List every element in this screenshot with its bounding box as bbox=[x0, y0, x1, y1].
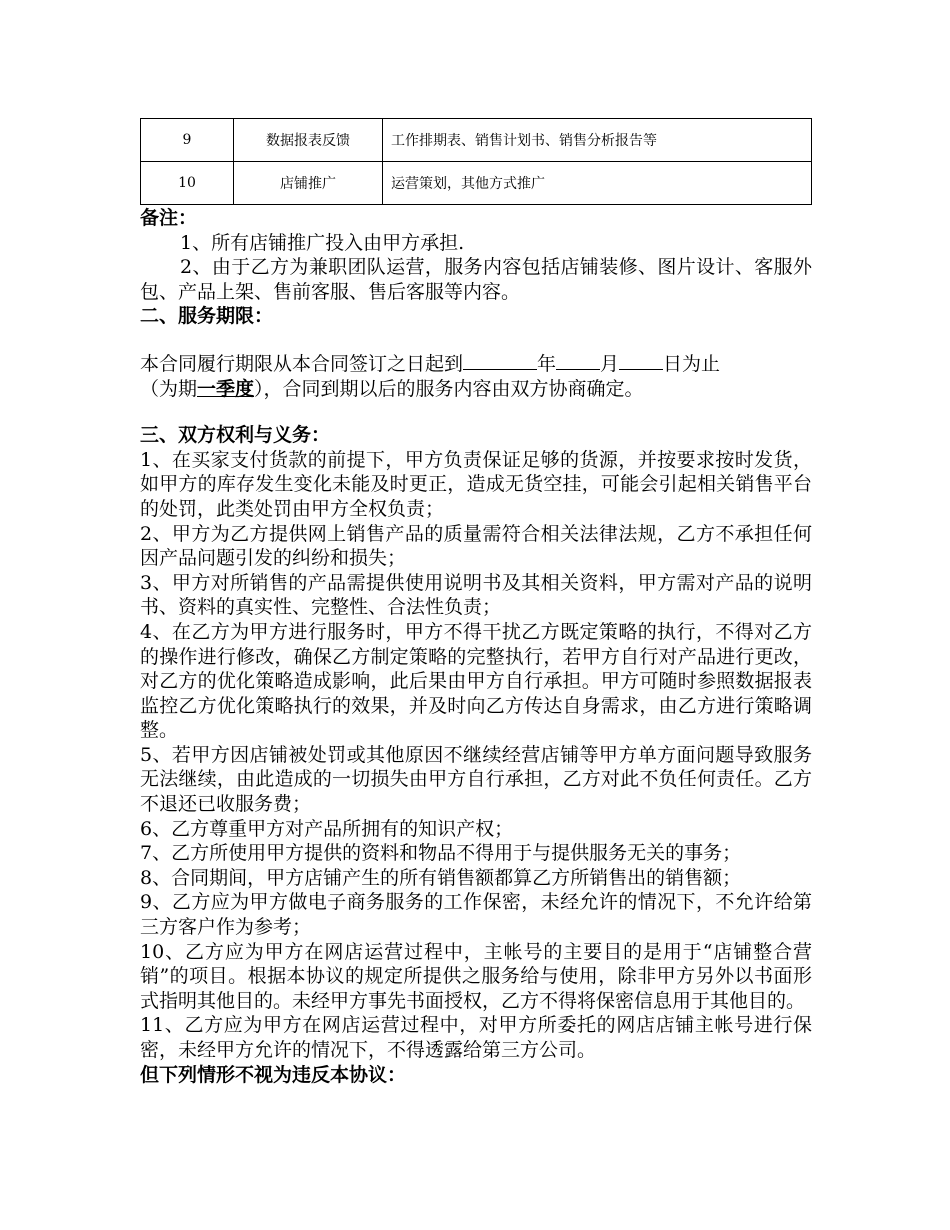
rights-item: 3、甲方对所销售的产品需提供使用说明书及其相关资料，甲方需对产品的说明书、资料的真实性、完整性、合法性负责； bbox=[140, 571, 812, 619]
term-period: 一季度 bbox=[197, 377, 255, 400]
year-blank bbox=[463, 351, 537, 370]
rights-item: 4、在乙方为甲方进行服务时，甲方不得干扰乙方既定策略的执行，不得对乙方的操作进行修改，确保乙方制定策略的完整执行，若甲方自行对产品进行更改，对乙方的优化策略造成影响，此后果由甲方自行承担。甲方可随时参照数据报表监控乙方优化策略执行的效果，并及时向乙方传达自身需求，由乙方进行策略调整。 bbox=[140, 620, 812, 742]
note-item: 1、所有店铺推广投入由甲方承担. bbox=[180, 231, 465, 254]
notes-heading: 备注： bbox=[140, 207, 198, 229]
service-item: 数据报表反馈 bbox=[234, 119, 383, 162]
term-text: 本合同履行期限从本合同签订之日起到 bbox=[140, 352, 464, 375]
term-line-1 bbox=[140, 351, 812, 377]
month-label: 月 bbox=[600, 352, 620, 375]
rights-item: 9、乙方应为甲方做电子商务服务的工作保密，未经允许的情况下，不允许给第三方客户作为参考； bbox=[140, 891, 812, 939]
term-text: ），合同到期以后的服务内容由双方协商确定。 bbox=[254, 377, 644, 400]
rights-item: 1、在买家支付货款的前提下，甲方负责保证足够的货源，并按要求按时发货，如甲方的库存发生变化未能及时更正，造成无货空挂，可能会引起相关销售平台的处罚，此类处罚由甲方全权负责； bbox=[140, 448, 812, 520]
term-heading: 二、服务期限： bbox=[140, 305, 274, 328]
term-line-2 bbox=[140, 377, 812, 402]
rights-item: 7、乙方所使用甲方提供的资料和物品不得用于与提供服务无关的事务； bbox=[140, 842, 742, 865]
term-text: 日为止 bbox=[663, 352, 721, 375]
table-row bbox=[141, 162, 812, 205]
service-description: 工作排期表、销售计划书、销售分析报告等 bbox=[383, 119, 812, 162]
month-blank bbox=[556, 351, 600, 370]
row-number: 9 bbox=[141, 119, 234, 162]
rights-item: 6、乙方尊重甲方对产品所拥有的知识产权； bbox=[140, 817, 514, 840]
rights-item: 5、若甲方因店铺被处罚或其他原因不继续经营店铺等甲方单方面问题导致服务无法继续，由此造成的一切损失由甲方自行承担，乙方对此不负任何责任。乙方不退还已收服务费； bbox=[140, 743, 812, 816]
day-blank bbox=[619, 351, 663, 370]
rights-item: 10、乙方应为甲方在网店运营过程中，主帐号的主要目的是用于“店铺整合营销”的项目。根据本协议的规定所提供之服务给与使用，除非甲方另外以书面形式指明其他目的。未经甲方事先书面授权，乙方不得将保密信息用于其他目的。 bbox=[140, 940, 812, 1012]
rights-item: 11、乙方应为甲方在网店运营过程中，对甲方所委托的网店店铺主帐号进行保密，未经甲方允许的情况下，不得透露给第三方公司。 bbox=[140, 1014, 812, 1061]
closing-heading: 但下列情形不视为违反本协议： bbox=[140, 1063, 407, 1086]
row-number: 10 bbox=[141, 162, 234, 205]
term-text: （为期 bbox=[140, 377, 198, 400]
rights-item: 2、甲方为乙方提供网上销售产品的质量需符合相关法律法规，乙方不承担任何因产品问题引发的纠纷和损失； bbox=[140, 522, 812, 570]
note-item: 2、由于乙方为兼职团队运营，服务内容包括店铺装修、图片设计、客服外包、产品上架、售前客服、售后客服等内容。 bbox=[140, 256, 812, 303]
contract-body bbox=[140, 206, 812, 1087]
service-item: 店铺推广 bbox=[234, 162, 383, 205]
service-description: 运营策划，其他方式推广 bbox=[383, 162, 812, 205]
table-row bbox=[141, 119, 812, 162]
rights-item: 8、合同期间，甲方店铺产生的所有销售额都算乙方所销售出的销售额； bbox=[140, 866, 742, 889]
service-table bbox=[140, 118, 812, 205]
rights-heading: 三、双方权利与义务： bbox=[140, 424, 331, 447]
year-label: 年 bbox=[537, 352, 557, 375]
